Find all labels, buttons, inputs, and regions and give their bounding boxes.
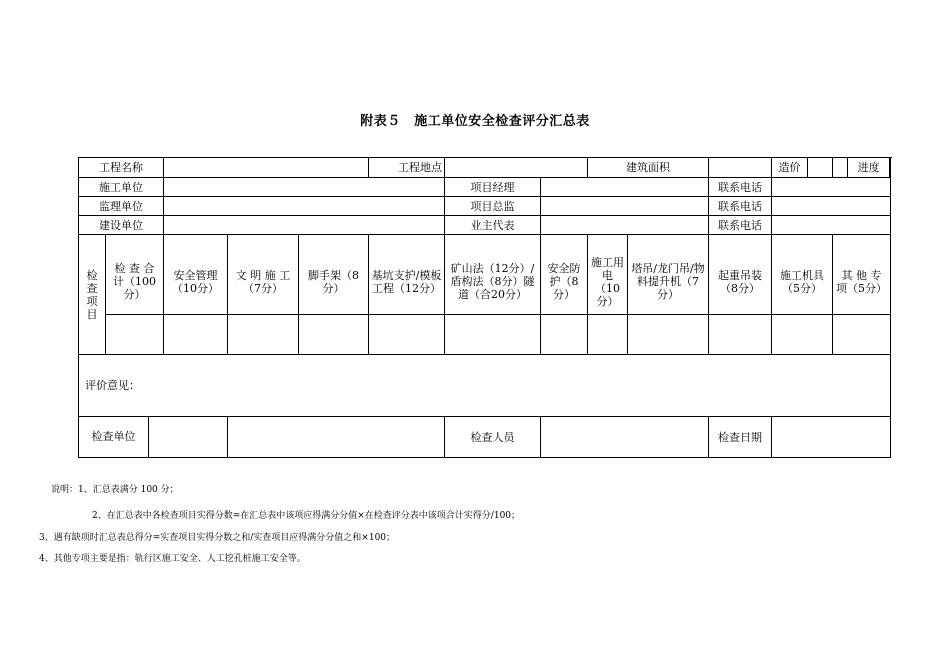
cost-field[interactable] bbox=[808, 158, 832, 177]
inspection-date-field[interactable] bbox=[772, 417, 891, 458]
category-civilized-construction: 文 明 施 工（7分） bbox=[228, 235, 299, 315]
owner-rep-field[interactable] bbox=[541, 216, 709, 235]
project-name-label: 工程名称 bbox=[79, 158, 164, 178]
category-lifting: 起重吊装（8分） bbox=[709, 235, 772, 315]
row-scores bbox=[79, 315, 891, 355]
note-2: 2、在汇总表中各检查项目实得分数=在汇总表中该项应得满分分值×在检查评分表中该项合计实得分/100； bbox=[92, 511, 521, 521]
cost-cell bbox=[772, 158, 833, 178]
row-comments bbox=[79, 355, 891, 417]
project-location-label: 工程地点 bbox=[369, 158, 445, 178]
score-scaffolding[interactable] bbox=[299, 315, 369, 355]
project-manager-label: 项目经理 bbox=[445, 178, 541, 197]
supervision-unit-label: 监理单位 bbox=[79, 197, 164, 216]
score-electricity[interactable] bbox=[588, 315, 628, 355]
inspection-unit-field-a[interactable] bbox=[149, 417, 227, 457]
score-safety-management[interactable] bbox=[164, 315, 228, 355]
supervision-phone-label: 联系电话 bbox=[709, 197, 772, 216]
inspection-unit-field[interactable] bbox=[228, 417, 445, 458]
note-3: 3、遇有缺项时汇总表总得分=实查项目实得分数之和/实查项目应得满分分值之和×100； bbox=[39, 533, 396, 543]
row-project-info bbox=[79, 158, 891, 178]
project-manager-field[interactable] bbox=[541, 178, 709, 197]
score-lifting[interactable] bbox=[709, 315, 772, 355]
construction-phone-field[interactable] bbox=[772, 178, 891, 197]
category-electricity: 施工用电（10分） bbox=[588, 235, 628, 315]
inspector-label: 检查人员 bbox=[445, 417, 541, 458]
category-total: 检 查 合 计（100分） bbox=[106, 235, 164, 315]
inspection-date-label: 检查日期 bbox=[709, 417, 772, 458]
project-name-field[interactable] bbox=[164, 158, 369, 178]
owner-unit-field[interactable] bbox=[164, 216, 445, 235]
score-civilized-construction[interactable] bbox=[228, 315, 299, 355]
row-supervision-unit bbox=[79, 197, 891, 216]
score-cranes-hoists[interactable] bbox=[628, 315, 709, 355]
supervision-phone-field[interactable] bbox=[772, 197, 891, 216]
page-title: 附表５ 施工单位安全检查评分汇总表 bbox=[360, 114, 590, 129]
category-machinery: 施工机具（5分） bbox=[772, 235, 833, 315]
owner-unit-label: 建设单位 bbox=[79, 216, 164, 235]
note-1: 说明：1、汇总表满分 100 分； bbox=[51, 485, 179, 495]
progress-label: 进度 bbox=[848, 158, 890, 177]
category-safety-management: 安全管理（10分） bbox=[164, 235, 228, 315]
category-tunnel: 矿山法（12分）/盾构法（8分）隧道（合20分） bbox=[445, 235, 541, 315]
construction-phone-label: 联系电话 bbox=[709, 178, 772, 197]
chief-supervisor-field[interactable] bbox=[541, 197, 709, 216]
category-safety-protection: 安全防护（8分） bbox=[541, 235, 588, 315]
comments-field[interactable] bbox=[79, 355, 891, 417]
owner-rep-label: 业主代表 bbox=[445, 216, 541, 235]
note-4: 4、其他专项主要是指：轨行区施工安全、人工挖孔桩施工安全等。 bbox=[39, 554, 306, 564]
row-construction-unit bbox=[79, 178, 891, 197]
category-cranes-hoists: 塔吊/龙门吊/物料提升机（7分） bbox=[628, 235, 709, 315]
construction-unit-label: 施工单位 bbox=[79, 178, 164, 197]
category-scaffolding: 脚手架（8分） bbox=[299, 235, 369, 315]
category-pit-formwork: 基坑支护/模板工程（12分） bbox=[369, 235, 445, 315]
construction-unit-field[interactable] bbox=[164, 178, 445, 197]
items-label: 检查项目 bbox=[79, 235, 106, 355]
progress-cell bbox=[833, 158, 891, 178]
project-location-field[interactable] bbox=[445, 158, 588, 178]
cost-label: 造价 bbox=[772, 158, 808, 177]
owner-phone-label: 联系电话 bbox=[709, 216, 772, 235]
row-owner-unit bbox=[79, 216, 891, 235]
score-tunnel[interactable] bbox=[445, 315, 541, 355]
score-other[interactable] bbox=[833, 315, 891, 355]
row-categories bbox=[79, 235, 891, 315]
inspector-field[interactable] bbox=[541, 417, 709, 458]
progress-spacer bbox=[833, 158, 848, 177]
inspection-unit-cell bbox=[79, 417, 228, 458]
row-signatures bbox=[79, 417, 891, 458]
building-area-field[interactable] bbox=[709, 158, 772, 178]
score-machinery[interactable] bbox=[772, 315, 833, 355]
score-total[interactable] bbox=[106, 315, 164, 355]
building-area-label: 建筑面积 bbox=[588, 158, 709, 178]
supervision-unit-field[interactable] bbox=[164, 197, 445, 216]
comments-label: 评价意见： bbox=[85, 379, 140, 392]
score-pit-formwork[interactable] bbox=[369, 315, 445, 355]
summary-table bbox=[78, 157, 891, 458]
score-safety-protection[interactable] bbox=[541, 315, 588, 355]
category-other: 其 他 专 项（5分） bbox=[833, 235, 891, 315]
owner-phone-field[interactable] bbox=[772, 216, 891, 235]
chief-supervisor-label: 项目总监 bbox=[445, 197, 541, 216]
inspection-unit-label: 检查单位 bbox=[79, 417, 149, 457]
